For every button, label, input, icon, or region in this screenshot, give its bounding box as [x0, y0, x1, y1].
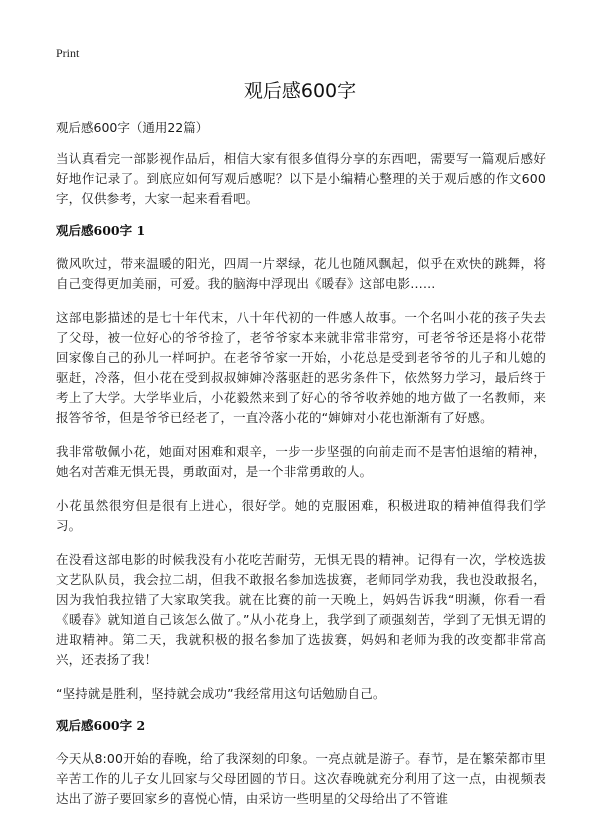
document-subtitle: 观后感600字（通用22篇） — [56, 120, 209, 135]
section-paragraph: 我非常敬佩小花，她面对困难和艰辛，一步一步坚强的向前走而不是害怕退缩的精神，她名对苦难无惧无畏，勇敢面对，是一个非常勇敢的人。 — [56, 444, 546, 479]
article-body — [56, 149, 546, 823]
print-link[interactable]: Print — [56, 46, 80, 60]
page-title: 观后感600字 — [243, 80, 357, 102]
section-paragraph: 今天从8:00开始的春晚，给了我深刻的印象。一亮点就是游子。春节，是在繁荣都市里辛苦工作的儿子女儿回家与父母团圆的节日。这次春晚就充分利用了这一点，由视频表达出了游子要回家乡的喜悦心情，由采访一些明星的父母给出了不管谁 — [56, 751, 546, 806]
section-1 — [56, 223, 546, 704]
section-heading: 观后感600字 2 — [56, 718, 146, 733]
section-paragraph: 小花虽然很穷但是很有上进心，很好学。她的克服困难，积极进取的精神值得我们学习。 — [56, 498, 546, 533]
section-paragraph: “坚持就是胜利，坚持就会成功”我经常用这句话勉励自己。 — [56, 686, 386, 701]
section-paragraph: 在没看这部电影的时候我没有小花吃苦耐劳，无惧无畏的精神。记得有一次，学校选拔文艺队队员，我会拉二胡，但我不敢报名参加选拔赛，老师同学劝我，我也没敢报名，因为我怕我拉错了大家取笑我。就在比赛的前一天晚上，妈妈告诉我“明濒，你看一看《暖春》就知道自己该怎么做了。”从小花身上，我学到了顽强刻苦，学到了无惧无谓的进取精神。第二天，我就积极的报名参加了选拔赛，妈妈和老师为我的改变都非常高兴，还表扬了我！ — [56, 552, 546, 667]
section-paragraph: 这部电影描述的是七十年代末，八十年代初的一件感人故事。一个名叫小花的孩子失去了父母，被一位好心的爷爷捡了，老爷爷家本来就非常非常穷，可老爷爷还是将小花带回家像自己的孙儿一样呵护。在老爷爷家一开始，小花总是受到老爷爷的儿子和儿媳的驱赶，冷落，但小花在受到叔叔婶婶冷落驱赶的恶劣条件下，依然努力学习，最后终于考上了大学。大学毕业后，小花毅然来到了好心的爷爷收养她的地方做了一名教师，来报答爷爷，但是爷爷已经老了，一直冷落小花的“婶婶对小花也渐渐有了好感。 — [56, 310, 546, 425]
intro-paragraph: 当认真看完一部影视作品后，相信大家有很多值得分享的东西吧，需要写一篇观后感好好地作记录了。到底应如何写观后感呢？以下是小编精心整理的关于观后感的作文600字，仅供参考，大家一起来看看吧。 — [56, 151, 546, 206]
section-heading: 观后感600字 1 — [56, 223, 146, 238]
section-2 — [56, 718, 546, 809]
section-paragraph: 微风吹过，带来温暖的阳光，四周一片翠绿，花儿也随风飘起，似乎在欢快的跳舞，将自己变得更加美丽，可爱。我的脑海中浮现出《暖春》这部电影…… — [56, 256, 546, 291]
